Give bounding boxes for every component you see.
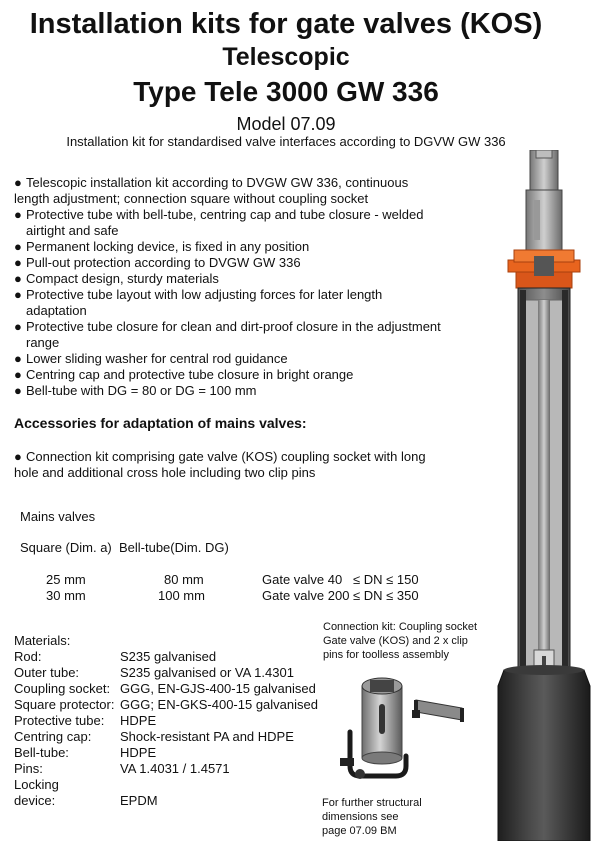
material-label: Centring cap: (14, 729, 92, 744)
feature-item: ● Permanent locking device, is fixed in any position (14, 239, 310, 254)
mains-valves-heading: Mains valves (20, 509, 96, 524)
table-cell-square: 30 mm (46, 588, 86, 603)
feature-item: ● Bell-tube with DG = 80 or DG = 100 mm (14, 383, 257, 398)
bullet-icon: ● (14, 367, 22, 382)
bullet-icon: ● (14, 449, 22, 464)
material-value: HDPE (120, 745, 157, 760)
table-cell-range: ≤ DN ≤ 150 (353, 572, 419, 587)
material-label: Pins: (14, 761, 43, 776)
bullet-icon: ● (14, 351, 22, 366)
clip-pin-icon (412, 700, 462, 722)
material-value: VA 1.4031 / 1.4571 (120, 761, 230, 776)
material-value: GGG, EN-GJS-400-15 galvanised (120, 681, 316, 696)
material-label: Rod: (14, 649, 42, 664)
feature-item: ● Pull-out protection according to DVGW GW 336 (14, 255, 301, 270)
table-cell-valve: Gate valve 200 (262, 588, 350, 603)
feature-item: ● Telescopic installation kit according to DVGW GW 336, continuous length adjustment; connection square without coupling socket (14, 175, 409, 206)
material-value: S235 galvanised or VA 1.4301 (120, 665, 294, 680)
feature-item: ● Protective tube closure for clean and dirt-proof closure in the adjustment range (14, 319, 441, 350)
feature-item: ● Protective tube layout with low adjusting forces for later length adaptation (14, 287, 383, 318)
material-label: Locking (14, 777, 59, 792)
table-cell-bell: 80 mm (164, 572, 204, 587)
bullet-icon: ● (14, 239, 22, 254)
page-title-line3: Type Tele 3000 GW 336 (133, 76, 439, 107)
page-title-line2: Telescopic (222, 43, 350, 71)
material-label: Square protector: (14, 697, 115, 712)
bullet-icon: ● (14, 319, 22, 334)
model-subtitle: Installation kit for standardised valve interfaces according to DGVW GW 336 (66, 134, 506, 149)
bell-tube-icon (498, 665, 590, 841)
material-value: Shock-resistant PA and HDPE (120, 729, 294, 744)
material-value: GGG; EN-GKS-400-15 galvanised (120, 697, 318, 712)
material-value: S235 galvanised (120, 649, 217, 664)
table-cell-square: 25 mm (46, 572, 86, 587)
material-value: HDPE (120, 713, 157, 728)
material-label: Coupling socket: (14, 681, 111, 696)
material-label: device: (14, 793, 56, 808)
centring-cap-icon (508, 250, 580, 288)
bullet-icon: ● (14, 287, 22, 302)
feature-item: ● Centring cap and protective tube closure in bright orange (14, 367, 354, 382)
table-cell-bell: 100 mm (158, 588, 205, 603)
model-number: Model 07.09 (236, 114, 336, 134)
bullet-icon: ● (14, 271, 22, 286)
dimensions-note: For further structural dimensions see page 07.09 BM (322, 797, 422, 837)
connection-kit-illustration (330, 670, 480, 788)
telescopic-kit-illustration (490, 150, 600, 841)
feature-item: ● Compact design, sturdy materials (14, 271, 219, 286)
material-label: Protective tube: (14, 713, 105, 728)
bullet-icon: ● (14, 383, 22, 398)
coupling-socket-icon (362, 678, 402, 764)
accessories-item: ● Connection kit comprising gate valve (KOS) coupling socket with long hole and additional cross hole including two clip pins (14, 449, 426, 480)
bullet-icon: ● (14, 175, 22, 190)
material-label: Outer tube: (14, 665, 80, 680)
feature-item: ● Protective tube with bell-tube, centring cap and tube closure - welded airtight and safe (14, 207, 424, 238)
material-value: EPDM (120, 793, 158, 808)
mains-valves-column-headers: Square (Dim. a) Bell-tube(Dim. DG) (20, 540, 229, 555)
material-label: Bell-tube: (14, 745, 69, 760)
square-top-icon (526, 150, 562, 250)
table-cell-range: ≤ DN ≤ 350 (353, 588, 419, 603)
bullet-icon: ● (14, 255, 22, 270)
table-cell-valve: Gate valve 40 (262, 572, 343, 587)
materials-heading: Materials: (14, 633, 71, 648)
page-title: Installation kits for gate valves (KOS) (29, 8, 543, 40)
connection-kit-caption: Connection kit: Coupling socket Gate valve (KOS) and 2 x clip pins for toolless assembly (323, 621, 478, 661)
accessories-heading: Accessories for adaptation of mains valves: (14, 415, 307, 431)
bullet-icon: ● (14, 207, 22, 222)
feature-item: ● Lower sliding washer for central rod guidance (14, 351, 288, 366)
